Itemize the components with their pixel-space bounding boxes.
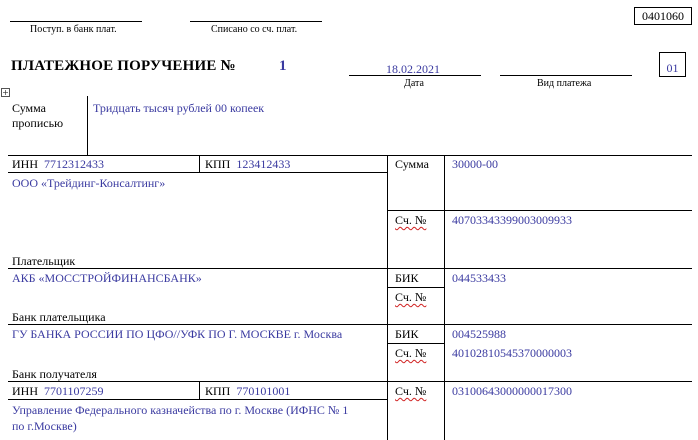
recipient-inn: ИНН 7701107259: [12, 384, 104, 398]
payer-inn: ИНН 7712312433: [12, 157, 104, 171]
date-value: 18.02.2021: [386, 62, 440, 76]
grid-line-recipient-bank-corr: [387, 343, 444, 344]
grid-line-top: [8, 155, 692, 156]
recipient-bank-bik-label: БИК: [395, 327, 419, 341]
order-number: 1: [279, 58, 287, 74]
payer-bank-bik-value: 044533433: [452, 271, 506, 285]
grid-col-values: [444, 155, 445, 440]
recipient-account-value: 03100643000000017300: [452, 384, 572, 398]
debited-label: Списано со сч. плат.: [211, 24, 298, 35]
recipient-name-line2: по г.Москве): [12, 419, 77, 433]
recipient-bank-bik-value: 004525988: [452, 327, 506, 341]
table-move-handle-icon[interactable]: +: [2, 88, 9, 97]
grid-line-recipient-inn: [8, 399, 388, 400]
grid-col-main: [387, 155, 388, 440]
amount-words-value: Тридцать тысяч рублей 00 копеек: [93, 101, 265, 115]
amount-words-divider: [87, 96, 88, 155]
grid-line-payer-bank: [8, 268, 692, 269]
payer-bank-bik-label: БИК: [395, 271, 419, 285]
payer-account-label: Сч. №: [395, 213, 427, 227]
status-code: 01: [666, 61, 679, 75]
received-label: Поступ. в банк плат.: [30, 24, 117, 35]
page-title: ПЛАТЕЖНОЕ ПОРУЧЕНИЕ №: [11, 58, 236, 74]
grid-inn-kpp-divider: [199, 155, 200, 172]
payer-bank-corr-label: Сч. №: [395, 290, 427, 304]
payment-type-label: Вид платежа: [537, 78, 592, 89]
recipient-account-label: Сч. №: [395, 384, 427, 398]
sum-value: 30000-00: [452, 157, 498, 171]
amount-words-label: Сумма прописью: [12, 101, 64, 130]
recipient-bank-role-label: Банк получателя: [12, 367, 97, 381]
grid-line-recipient-bank: [8, 324, 692, 325]
grid-line-acc: [387, 210, 692, 211]
payer-bank-name: АКБ «МОССТРОЙФИНАНСБАНК»: [12, 271, 202, 285]
grid-line-inn-row: [8, 172, 388, 173]
grid-recipient-inn-kpp-divider: [199, 381, 200, 399]
payer-kpp: КПП 123412433: [205, 157, 291, 171]
payer-account-value: 40703343399003009933: [452, 213, 572, 227]
debited-line: [190, 21, 322, 22]
payer-role-label: Плательщик: [12, 254, 76, 268]
form-code-box: [634, 7, 692, 25]
grid-line-recipient: [8, 381, 692, 382]
grid-line-payer-bank-corr: [387, 287, 444, 288]
payer-name: ООО «Трейдинг-Консалтинг»: [12, 176, 166, 190]
received-line: [10, 21, 142, 22]
date-label: Дата: [404, 78, 424, 89]
status-code-box: [659, 52, 686, 77]
payment-type-line: [500, 75, 632, 76]
recipient-bank-name: ГУ БАНКА РОССИИ ПО ЦФО//УФК ПО Г. МОСКВЕ г. Москва: [12, 327, 343, 341]
recipient-name-line1: Управление Федерального казначейства по г. Москве (ИФНС № 1: [12, 403, 349, 417]
form-code: 0401060: [642, 9, 684, 23]
recipient-kpp: КПП 770101001: [205, 384, 291, 398]
recipient-bank-corr-label: Сч. №: [395, 346, 427, 360]
recipient-bank-corr-value: 40102810545370000003: [452, 346, 572, 360]
date-line: [349, 75, 481, 76]
sum-label: Сумма: [395, 157, 429, 171]
payer-bank-role-label: Банк плательщика: [12, 310, 106, 324]
